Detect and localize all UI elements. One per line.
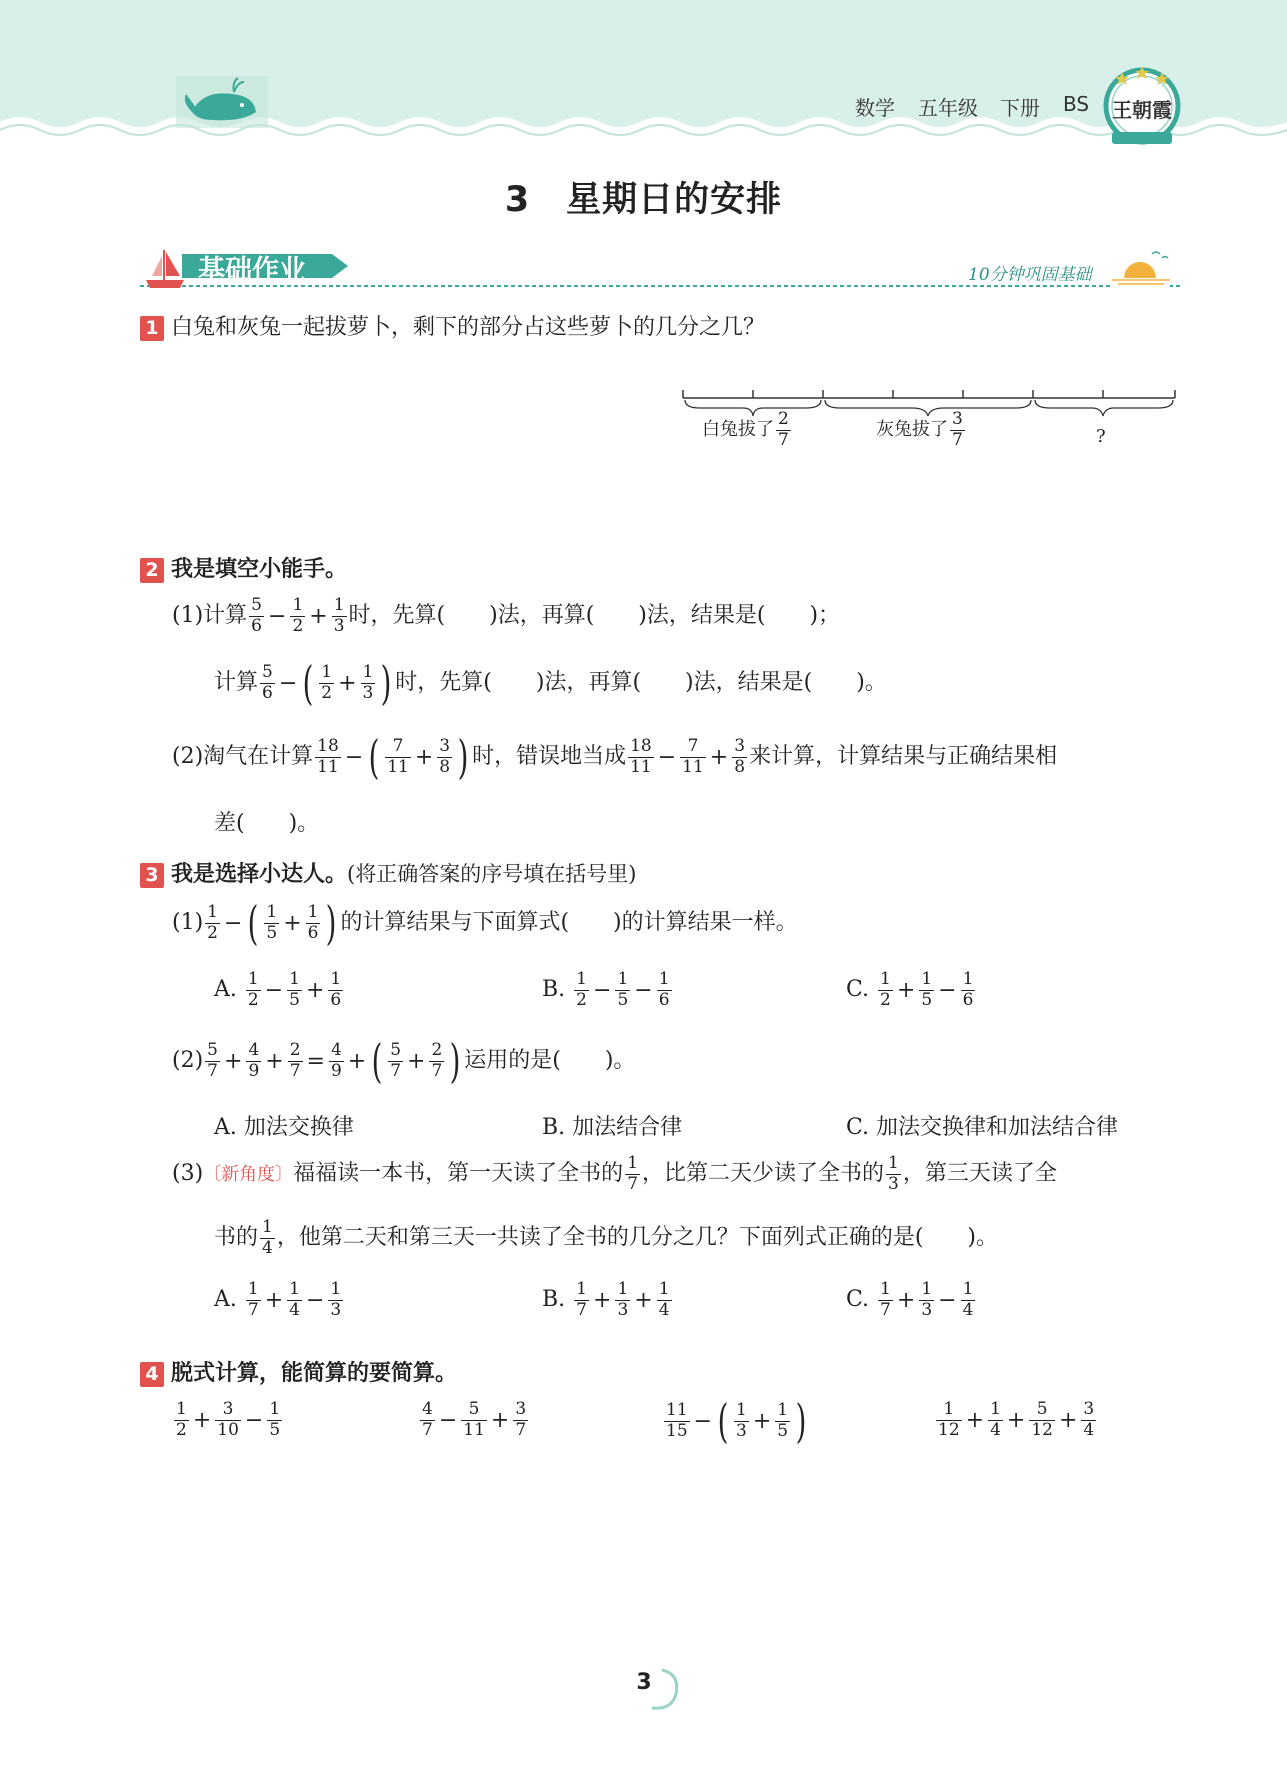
q2-heading	[140, 552, 347, 583]
header-volume: 下册	[1000, 96, 1040, 120]
q4-text: 脱式计算，能简算的要简算。	[171, 1361, 458, 1386]
q3-sub1-option-c: C. $\frac{1}{2}$ + $\frac{1}{5}$ − $\frac{1}{6}$	[846, 969, 974, 1010]
q3-sub1: (1) $\frac{1}{2}$ − ( $\frac{1}{5}$ + $\frac{1}{6}$ ) 的计算结果与下面算式( )的计算结果一样。	[172, 896, 798, 950]
q3-sub2-option-c: C. 加法交换律和加法结合律	[846, 1115, 1119, 1140]
q2-part1b: 计算 $\frac{5}{6}$ − ( $\frac{1}{2}$ + $\frac{1}{3}$ ) 时，先算( )法，再算( )法，结果是( )。	[214, 656, 887, 710]
q2-part2-end: 差( )。	[214, 811, 320, 836]
q3-heading	[140, 857, 636, 888]
q3-note: (将正确答案的序号填在括号里)	[347, 862, 637, 886]
q4-expression-3: $\frac{11}{15}$ − ( $\frac{1}{3}$ + $\frac{1}{5}$ )	[666, 1394, 807, 1448]
q1-rest-label: ?	[1096, 426, 1106, 447]
q4-expression-2: $\frac{4}{7}$ − $\frac{5}{11}$ + $\frac{3}{7}$	[422, 1399, 527, 1440]
q4-expression-4: $\frac{1}{12}$ + $\frac{1}{4}$ + $\frac{5}{12}$ + $\frac{3}{4}$	[938, 1399, 1095, 1440]
header-edition: BS	[1063, 92, 1090, 116]
q3-sub1-option-a: A. $\frac{1}{2}$ − $\frac{1}{5}$ + $\frac{1}{6}$	[214, 969, 342, 1010]
q1-white-fraction: $\frac{2}{7}$	[778, 409, 789, 450]
q3-sub2-option-b: B. 加法结合律	[542, 1115, 683, 1140]
header-grade: 五年级	[918, 96, 978, 120]
logo-text: 王朝霞	[1112, 98, 1172, 122]
q1-white-label: 白兔拔了 $\frac{2}{7}$	[702, 409, 789, 450]
q2-part1: (1)计算 $\frac{5}{6}$ − $\frac{1}{2}$ + $\frac{1}{3}$ 时，先算( )法，再算( )法，结果是( )；	[172, 595, 841, 636]
page-title: 3 星期日的安排	[504, 180, 783, 220]
q1-grey-label: 灰兔拔了 $\frac{3}{7}$	[876, 409, 963, 450]
q4-expression-1: $\frac{1}{2}$ + $\frac{3}{10}$ − $\frac{1}{5}$	[176, 1399, 281, 1440]
brand-logo	[1102, 62, 1182, 146]
q1-text: 白兔和灰兔一起拔萝卜，剩下的部分占这些萝卜的几分之几？	[171, 315, 766, 340]
section-subtitle: 10分钟巩固基础	[968, 265, 1092, 285]
q3-sub3-line2: 书的 $\frac{1}{4}$ ，他第二天和第三天一共读了全书的几分之几？下面列式正确的是( )。	[214, 1217, 999, 1258]
q3-sub3: (3)〔新角度〕福福读一本书，第一天读了全书的 $\frac{1}{7}$ ，比第二天少读了全书的 $\frac{1}{3}$ ，第三天读了全	[172, 1153, 1057, 1194]
q3-sub2-option-a: A. 加法交换律	[214, 1115, 354, 1140]
q3-sub3-option-a: A. $\frac{1}{7}$ + $\frac{1}{4}$ − $\frac{1}{3}$	[214, 1279, 342, 1320]
q3-text: 我是选择小达人。	[171, 862, 348, 887]
q4-heading	[140, 1356, 457, 1387]
q3-sub1-option-b: B. $\frac{1}{2}$ − $\frac{1}{5}$ − $\frac{1}{6}$	[542, 969, 670, 1010]
q1-number: 1	[140, 316, 164, 341]
q2-text: 我是填空小能手。	[171, 557, 348, 582]
q3-sub3-option-b: B. $\frac{1}{7}$ + $\frac{1}{3}$ + $\frac{1}{4}$	[542, 1279, 670, 1320]
whale-icon	[172, 72, 272, 132]
q2-number: 2	[140, 558, 164, 583]
header-subject: 数学	[855, 96, 895, 120]
q1-line	[140, 310, 765, 341]
q3-number: 3	[140, 863, 164, 888]
new-angle-tag: 〔新角度〕	[203, 1164, 294, 1186]
q1-grey-fraction: $\frac{3}{7}$	[952, 409, 963, 450]
q4-number: 4	[140, 1362, 164, 1387]
q2-part2: (2)淘气在计算 $\frac{18}{11}$ − ( $\frac{7}{11}$ + $\frac{3}{8}$ ) 时，错误地当成 $\frac{18}{11}$ − $\frac{7}{11}$ + $\frac{3}{8}$ 来计算，计算结果与正确结果相	[172, 730, 1058, 784]
page-number: 3	[636, 1670, 652, 1695]
section-title: 基础作业	[198, 255, 306, 286]
q3-sub3-option-c: C. $\frac{1}{7}$ + $\frac{1}{3}$ − $\frac{1}{4}$	[846, 1279, 974, 1320]
q3-sub2: (2) $\frac{5}{7}$ + $\frac{4}{9}$ + $\frac{2}{7}$ = $\frac{4}{9}$ + ( $\frac{5}{7}$ + $\frac{2}{7}$ ) 运用的是( )。	[172, 1034, 636, 1088]
